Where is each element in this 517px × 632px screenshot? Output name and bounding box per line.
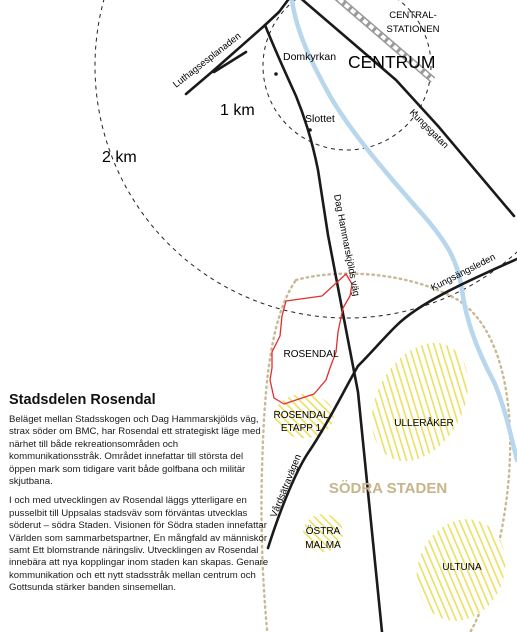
label-2km: 2 km xyxy=(102,149,137,166)
label-ostra-malma-2: MALMA xyxy=(305,540,341,551)
street-label-kungsgatan: Kungsgatan xyxy=(406,107,451,151)
street-label-luthagsesplanaden: Luthagsesplanaden xyxy=(171,30,244,91)
label-ostra-malma-1: ÖSTRA xyxy=(305,526,341,537)
domkyrkan-marker xyxy=(274,72,278,76)
label-centralstationen-2: STATIONEN xyxy=(386,24,440,35)
slottet-marker xyxy=(308,128,312,132)
label-domkyrkan: Domkyrkan xyxy=(283,51,337,63)
info-title: Stadsdelen Rosendal xyxy=(9,392,156,408)
street-label-kungsangsleden: Kungsängsleden xyxy=(429,251,498,294)
label-rosendal: ROSENDAL xyxy=(283,349,339,360)
label-rosendal-etapp-1: ROSENDAL xyxy=(273,410,329,421)
label-ultuna: ULTUNA xyxy=(442,562,482,573)
label-slottet: Slottet xyxy=(305,113,335,125)
street-label-vardsatravagen: Vårdsätravägen xyxy=(268,452,304,520)
info-paragraph-1: Beläget mellan Stadsskogen och Dag Hammarskjölds väg, strax söder om BMC, har Rosendal ett strategiskt läge med närhet till både rekreationsområden och kommunikationsstråk. Området innefattar till största del öppen mark som tidigare varit både golfbana och militär skjutbana. xyxy=(9,414,261,488)
label-centrum: CENTRUM xyxy=(348,52,436,72)
label-centralstationen-1: CENTRAL- xyxy=(389,10,437,21)
label-1km: 1 km xyxy=(220,102,255,119)
radius-circle-1km xyxy=(263,0,431,150)
info-paragraph-2: I och med utvecklingen av Rosendal läggs ytterligare en pusselbit till Uppsalas stadsväv som förväntas utvecklas söderut – södra Staden. Visionen för Södra staden innefattar Världen som sammarbetspartner, En mångfald av människor samt Ett blomstrande näringsliv. Utvecklingen av Rosendal innebära att nya kopplingar inom staden kan skapas. Genare kommunikation och ett nytt stadsstråk mellan centrum och Gottsunda stärker banden sinsemellan. xyxy=(9,495,269,594)
info-panel xyxy=(9,392,271,602)
label-ulleraker: ULLERÅKER xyxy=(394,418,454,429)
label-rosendal-etapp-2: ETAPP 1 xyxy=(280,423,322,434)
label-sodra-staden: SÖDRA STADEN xyxy=(328,480,448,497)
street-label-dag-hammarskjolds-vag: Dag Hammarskjölds väg xyxy=(331,193,362,298)
